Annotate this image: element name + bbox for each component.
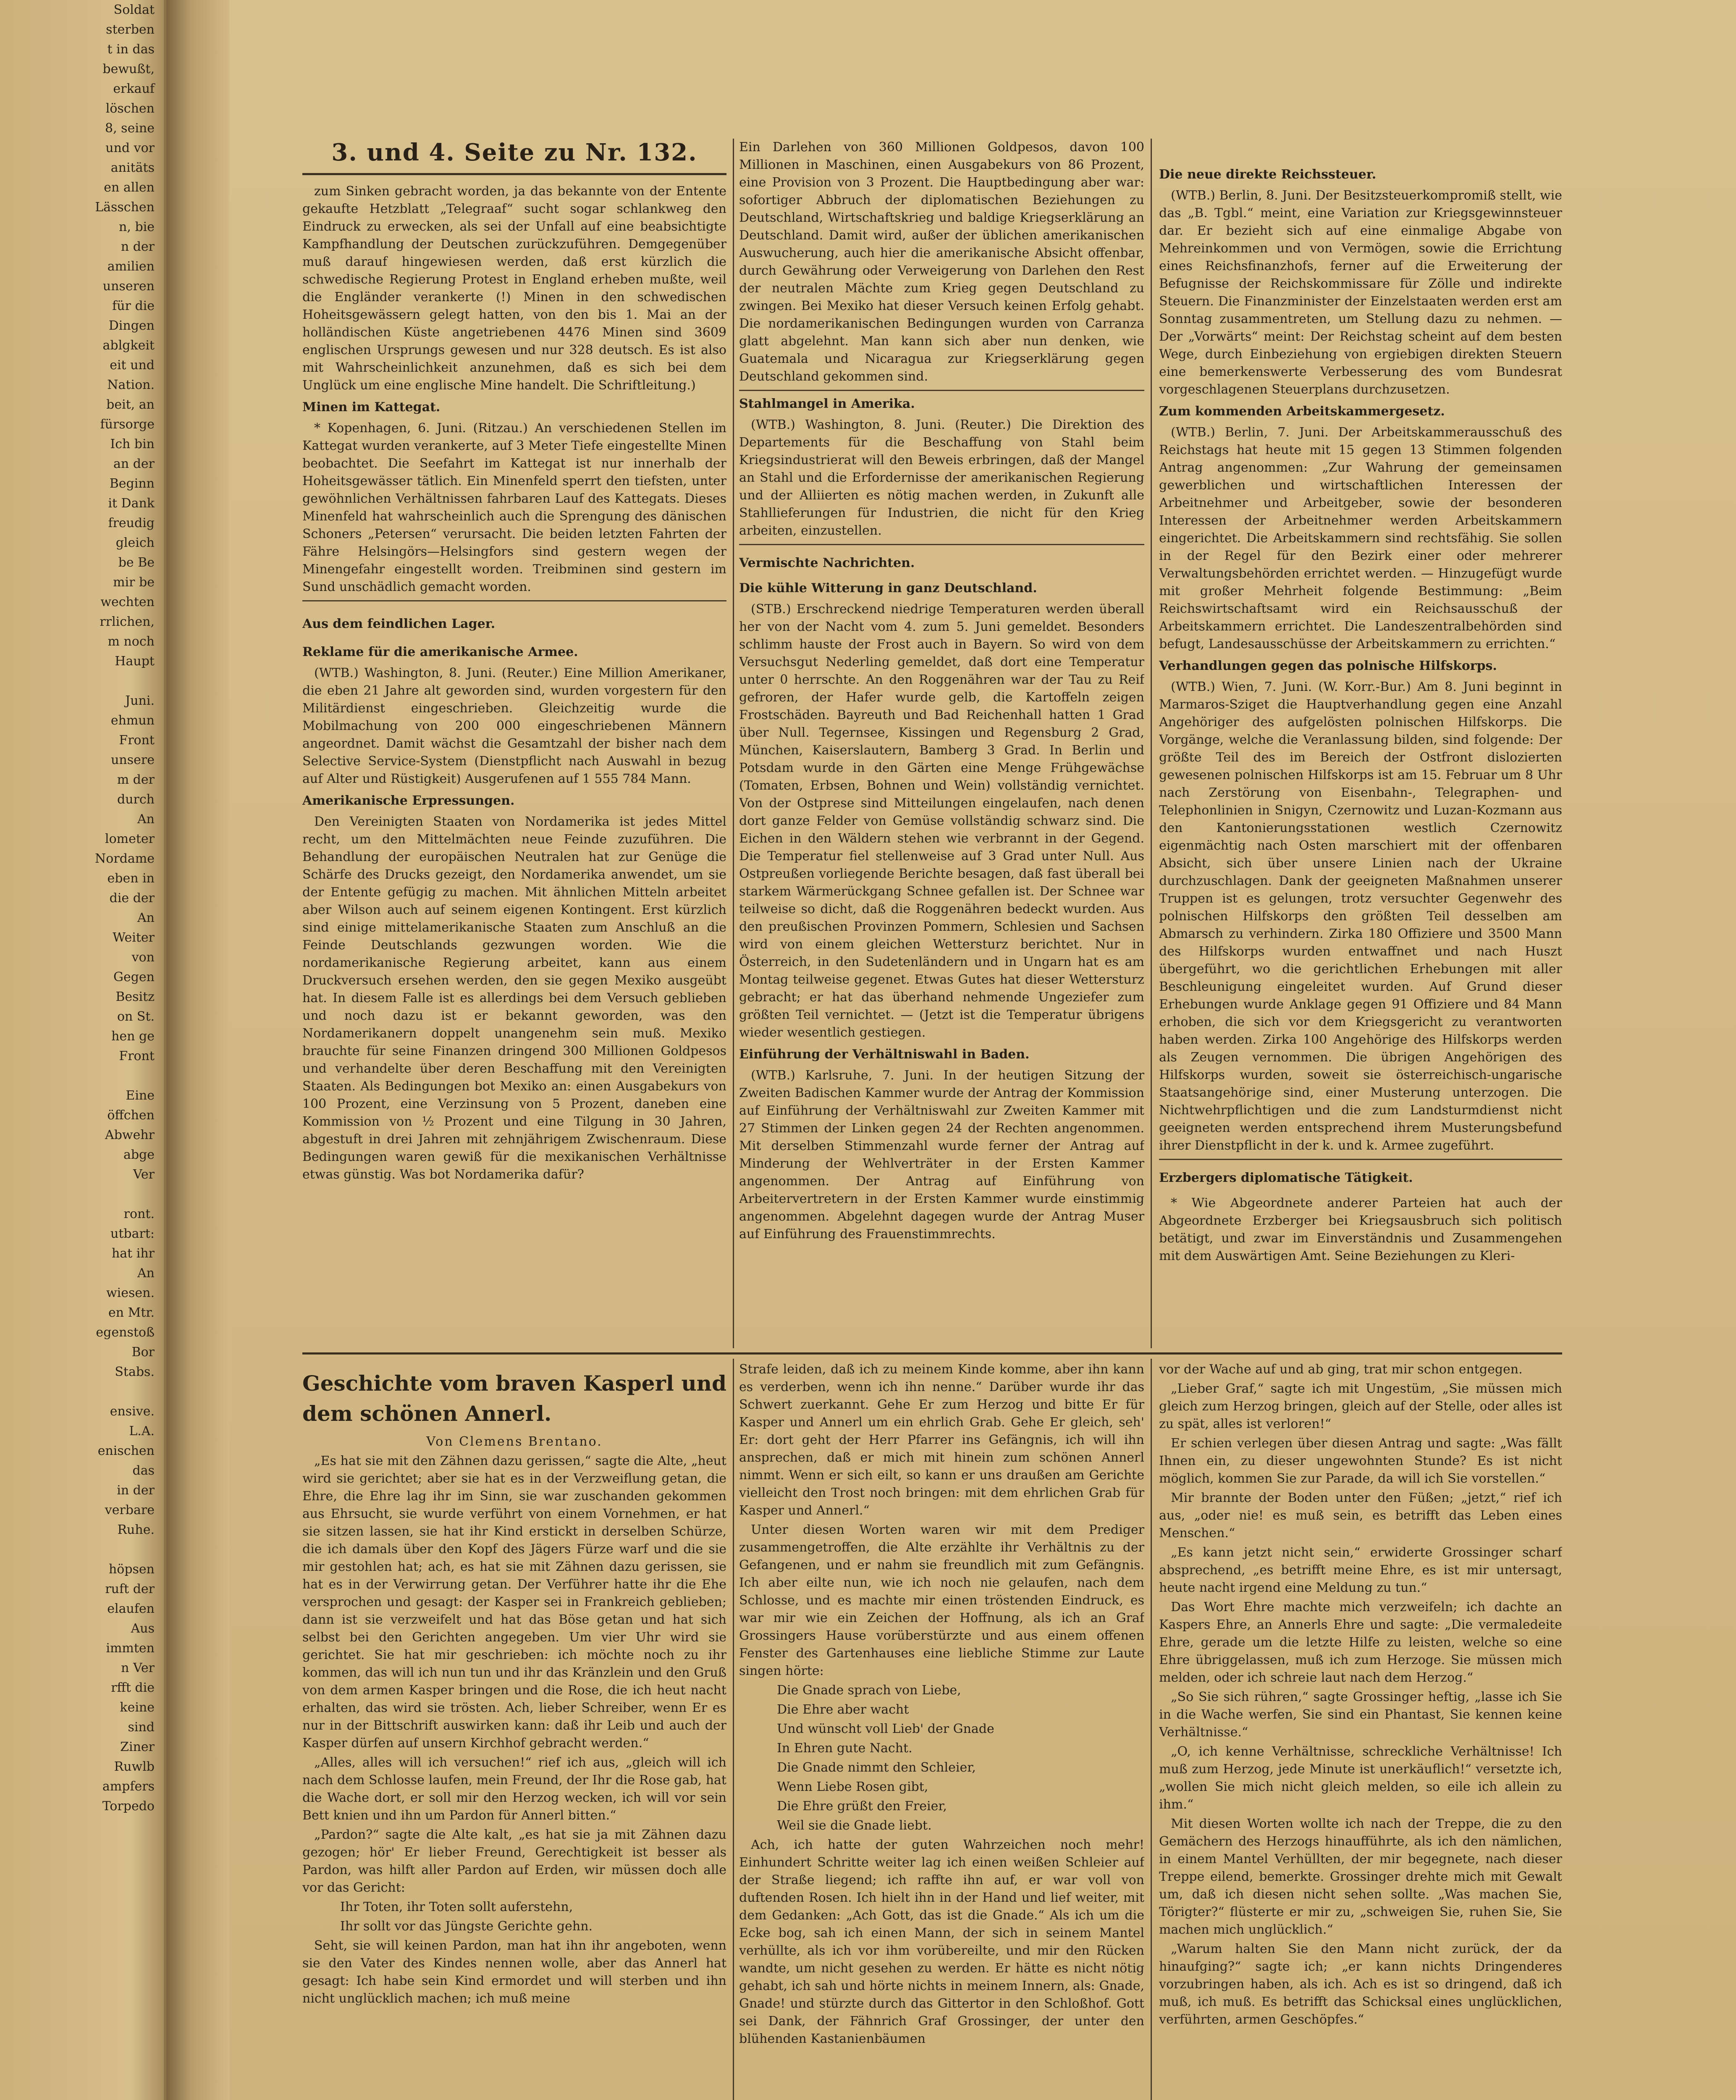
baden-headline: Einführung der Verhältniswahl in Baden. [739,1047,1030,1062]
story-paragraph: Seht, sie will keinen Pardon, man hat ihn ihr angeboten, wenn sie den Vater des Kindes nennen wolle, aber das Annerl hat gesagt: Ich habe sein Kind ermordet und will sterben und ihn nicht unglücklich machen; ich muß meine [302,1938,726,2006]
left-page-fragment: Torpedo [102,1799,155,1814]
left-page-fragment: amilien [107,259,155,274]
left-page-fragment: eit und [110,358,155,373]
reklame-headline: Reklame für die amerikanische Armee. [302,645,578,659]
left-page-fragment: die der [109,891,155,906]
left-page-fragment: öffchen [107,1108,155,1123]
left-page-fragment: Ver [133,1167,155,1182]
story-paragraph: „O, ich kenne Verhältnisse, schreckliche Verhältnisse! Ich muß zum Herzog, jede Minute ist unerkäuflich!“ versetzte ich, „wollen Sie mich nicht gleich melden, so eile ich allein zu ihm.“ [1159,1744,1562,1812]
left-page-fragment: Lässchen [95,200,155,215]
story-paragraph: Er schien verlegen über diesen Antrag und sagte: „Was fällt Ihnen ein, zu dieser ungewohnten Stunde? Es ist nicht möglich, kommen Sie zur Parade, da will ich Sie vorstellen.“ [1159,1436,1562,1486]
left-page-fragment: Haupt [115,654,155,669]
left-page-fragment [0,671,164,691]
verse-line: Die Gnade sprach von Liebe, [777,1683,961,1698]
left-page-fragment: durch [117,792,155,807]
left-page-fragment: sind [128,1720,155,1735]
left-page-fragment: ablgkeit [102,338,155,353]
story-paragraph: „Warum halten Sie den Mann nicht zurück, der da hinaufging?“ sagte ich; „er kann nichts Dringenderes vorzubringen haben, als ich. Ach es ist so dringend, daß ich muß, ich muß. Es betrifft das Schicksal eines unglücklichen, verführten, armen Geschöpfes.“ [1159,1942,1562,2027]
erzberger-article: * Wie Abgeordnete anderer Parteien hat auch der Abgeordnete Erzberger bei Kriegsausbruch sich politisch betätigt, und zwar im Einverständnis und Zusammengehen mit dem Auswärtigen Amt. Seine Beziehungen zu Kleri- [1159,1196,1562,1263]
story-author: Von Clemens Brentano. [426,1434,603,1449]
left-page-fragment: Stabs. [115,1365,155,1379]
verse-line: Wenn Liebe Rosen gibt, [777,1780,928,1794]
left-page-fragment: fürsorge [100,417,155,432]
left-page-fragment: Weiter [113,930,155,945]
left-page-fragment: von [131,950,155,965]
left-page-fragment: rfft die [111,1680,155,1695]
left-page-fragment: An [137,911,155,925]
verse-line: Die Gnade nimmt den Schleier, [777,1760,976,1775]
verse-line: Die Ehre grüßt den Freier, [777,1799,947,1814]
left-page-edge [0,0,166,2100]
story-paragraph: Mit diesen Worten wollte ich nach der Treppe, die zu den Gemächern des Herzogs hinaufführte, als ich den nämlichen, in einem Mantel Verhüllten, der mir begegnete, nach dieser Treppe eilend, bemerkte. Grossinger drehte mich mit Gewalt um, daß ich diesen nicht sehen sollte. „Was machen Sie, Törigter?“ flüsterte er mir zu, „schweigen Sie, ruhen Sie, Sie machen mich unglücklich.“ [1159,1816,1562,1937]
left-page-fragment: immten [106,1641,155,1656]
story-paragraph: „Es hat sie mit den Zähnen dazu gerissen,“ sagte die Alte, „heut wird sie gerichtet; aber sie hat es in der Verzweiflung getan, die Ehre, die Ehre lag ihr im Sinn, sie war zuschanden gekommen aus Ehrsucht, sie wurde verführt von einem Vornehmen, er hat sie sitzen lassen, sie hat ihr Kind erstickt in derselben Schürze, die ich damals über den Kopf des Jägers Fürze warf und die sie mir gestohlen hat; ach, es hat sie mit Zähnen dazu gerissen, sie hat es in der Verwirrung getan. Der Verführer hatte ihr die Ehe versprochen und gesagt: der Kasper sei in Frankreich geblieben; dann ist sie verzweifelt und hat das Böse getan und hat sich selbst bei den Gerichten angegeben. Um vier Uhr wird sie gerichtet. Sie hat mir geschrieben: ich möchte noch zu ihr kommen, das will ich nun tun und ihr das Kränzlein und den Gruß von dem armen Kasper bringen und die Rose, die ich heut nacht erhalten, das wird sie trösten. Ach, lieber Schreiber, wenn Er es nur in der Bittschrift auswirken kann: daß ihr Leib und auch der Kasper dürfen auf unsern Kirchhof gebracht werden.“ [302,1454,726,1751]
left-page-fragment: verbare [105,1503,155,1517]
column-3 [1159,162,1562,1346]
stahl-article: (WTB.) Washington, 8. Juni. (Reuter.) Die Direktion des Departements für die Beschaffung von Stahl beim Kriegsindustrierat will den Beweis erbringen, daß der Mangel an Stahl und die Erfordernisse der amerikanischen Regierung und der Alliierten es nötig machen werden, in Zukunft alle Stahllieferungen für Industrien, die nicht für den Krieg arbeiten, einzustellen. [739,417,1144,538]
left-page-fragment: in der [117,1483,155,1498]
left-page-fragment: unseren [102,279,155,294]
erpressungen-article: Den Vereinigten Staaten von Nordamerika ist jedes Mittel recht, um den Mittelmächten neue Feinde zuzuführen. Die Behandlung der europäischen Neutralen hat zur Genüge die Schärfe des Drucks gezeigt, den Nordamerika anwendet, um sie der Entente gefügig zu machen. Mit ähnlichen Mitteln arbeitet aber Wilson auch auf seinem eigenen Kontingent. Erst kürzlich sind einige mittelamerikanische Staaten zum Anschluß an die Feinde Deutschlands gezwungen worden. Wie die nordamerikanische Regierung arbeitet, kann aus einem Druckversuch ersehen werden, den sie gegen Mexiko ausgeübt hat. In diesem Falle ist es allerdings bei dem Versuch geblieben und noch dazu ist er bekannt geworden, was den Nordamerikanern doppelt unangenehm sein muß. Mexiko brauchte für seine Finanzen dringend 300 Millionen Goldpesos und verhandelte über deren Beschaffung mit den Vereinigten Staaten. Als Bedingungen bot Mexiko an: einen Ausgabekurs von 100 Prozent, eine Verzinsung von 5 Prozent, daneben eine Kommission von ½ Prozent und eine Tilgung in 30 Jahren, abgestuft in drei Jahren mit zehnjährigem Zwischenraum. Diese Bedingungen waren gewiß für die mexikanischen Verhältnisse etwas günstig. Was bot Nordamerika dafür? [302,814,726,1182]
left-page-fragment: höpsen [108,1562,155,1577]
left-page-fragment: egenstoß [96,1325,155,1340]
lager-headline: Aus dem feindlichen Lager. [302,617,496,631]
left-page-fragment: mir be [113,575,155,590]
story-paragraph: vor der Wache auf und ab ging, trat mir schon entgegen. [1159,1362,1523,1377]
story-paragraph: Unter diesen Worten waren wir mit dem Prediger zusammengetroffen, die Alte erzählte ihr Verhältnis zu der Gefangenen, und er nahm sie freundlich mit zum Gefängnis. Ich aber eilte nun, wie ich noch nie gelaufen, nach dem Schlosse, und es machte mir einen tröstenden Eindruck, es war mir wie ein Zeichen der Hoffnung, als ich an Graf Grossingers Hause vorüberstürzte und aus einem offenen Fenster des Gartenhauses eine liebliche Stimme zur Laute singen hörte: [739,1522,1144,1678]
story-column-2 [739,1361,1144,2100]
section-divider [739,544,1144,545]
minen-headline: Minen im Kattegat. [302,400,441,415]
header-rule [302,173,726,175]
left-page-fragment: gleich [115,536,155,550]
left-page-fragment: Dingen [108,318,155,333]
left-page-fragment: ruft der [105,1582,155,1596]
newspaper-page [294,139,1621,2100]
column-rule-2 [1151,139,1152,1348]
left-page-fragment: Ich bin [110,437,155,452]
left-page-fragment: und vor [105,141,155,155]
left-page-fragment: an der [113,457,155,471]
left-page-fragment: m der [117,772,155,787]
verse-line: Die Ehre aber wacht [777,1702,909,1717]
section-divider [1159,1159,1562,1160]
story-paragraph: Mir brannte der Boden unter den Füßen; „jetzt,“ rief ich aus, „oder nie! es muß sein, es betrifft das Leben eines Menschen.“ [1159,1491,1562,1541]
left-page-fragment: freudig [108,516,155,530]
left-page-fragment: n, bie [119,220,155,234]
left-page-fragment: it Dank [108,496,155,511]
left-page-fragment: on St. [117,1009,155,1024]
verse-line: Ihr sollt vor das Jüngste Gerichte gehn. [340,1919,593,1934]
left-page-fragment: 8, seine [105,121,155,136]
erzberger-headline: Erzbergers diplomatische Tätigkeit. [1159,1171,1413,1185]
arbeitskammer-article: (WTB.) Berlin, 7. Juni. Der Arbeitskammerausschuß des Reichstags hat heute mit 15 gegen 13 Stimmen folgenden Antrag angenommen: „Zur Wahrung der gemeinsamen gewerblichen und wirtschaftlichen Interessen der Arbeitnehmer und Arbeitgeber, sowie der besonderen Interessen der Arbeitnehmer werden Arbeitskammern eingerichtet. Die Arbeitskammern sind rechtsfähig. Sie sollen in der Regel für den Bezirk einer oder mehrerer Verwaltungsbehörden errichtet werden. — Hinzugefügt wurde mit großer Mehrheit folgende Bestimmung: „Beim Reichswirtschaftsamt wird ein Reichsausschuß der Arbeitskammern errichtet. Die Landeszentralbehörden sind befugt, Landesausschüsse der Arbeitskammern zu errichten.“ [1159,425,1562,651]
story-paragraph: „So Sie sich rühren,“ sagte Grossinger heftig, „lasse ich Sie in die Wache werfen, Sie sind ein Phantast, Sie kennen keine Verhältnisse.“ [1159,1690,1562,1740]
column-2 [739,139,1144,1346]
steuer-article: (WTB.) Berlin, 8. Juni. Der Besitzsteuerkompromiß stellt, wie das „B. Tgbl.“ meint, eine Variation zur Kriegsgewinnsteuer dar. Er bezieht sich auf eine einmalige Abgabe von Mehreinkommen und von Vermögen, sowie die Errichtung eines Reichsfinanzhofs, ferner auf die Erweiterung der Befugnisse der Reichskommissare für Zölle und indirekte Steuern. Die Finanzminister der Einzelstaaten werden erst am Sonntag zusammentreten, um Stellung dazu zu nehmen. — Der „Vorwärts“ meint: Der Reichstag scheint auf dem besten Wege, durch Einbeziehung von ergiebigen direkten Steuern eine bemerkenswerte Verbesserung des vom Bundesrat vorgeschlagenen Steuerplans durchzusetzen. [1159,188,1562,397]
column-1 [302,183,726,1346]
story-paragraph: Das Wort Ehre machte mich verzweifeln; ich dachte an Kaspers Ehre, an Annerls Ehre und sagte: „Die vermaledeite Ehre, gerade um die letzte Hilfe zu leisten, welche so eine Ehre übriggelassen, muß ich zum Herzoge. Sie müssen mich melden, oder ich schreie laut nach dem Herzog.“ [1159,1600,1562,1685]
left-page-fragment: beit, an [106,397,155,412]
left-page-fragment: L.A. [129,1424,155,1438]
section-divider [739,390,1144,391]
witterung-headline: Die kühle Witterung in ganz Deutschland. [739,581,1037,596]
verse-line: Und wünscht voll Lieb' der Gnade [777,1722,994,1736]
left-page-fragment: löschen [105,101,155,116]
left-page-fragment: Ruhe. [117,1522,155,1537]
left-page-fragment: erkauf [113,81,155,96]
left-page-fragment: be Be [118,555,155,570]
left-page-fragment: n Ver [121,1661,155,1675]
left-page-fragment: keine [120,1700,155,1715]
verse-line: Ihr Toten, ihr Toten sollt auferstehn, [340,1900,573,1914]
left-page-fragment: An [137,1266,155,1281]
witterung-article: (STB.) Erschreckend niedrige Temperaturen werden überall her von der Nacht vom 4. zum 5. Juni gemeldet. Besonders schlimm hauste der Frost auch in Bayern. So wird von dem Versuchsgut Nederling gemeldet, daß dort eine Temperatur unter 0 herrschte. An den Roggenähren war der Tau zu Reif gefroren, der Hafer wurde gelb, die Kartoffeln zeigen Frostschäden. Bayreuth und Bad Reichenhall hatten 1 Grad über Null. Tegernsee, Kissingen und Regensburg 2 Grad, München, Kaiserslautern, Bamberg 3 Grad. In Berlin und Potsdam wurde in den Gärten eine Menge Frühgewächse (Tomaten, Erbsen, Bohnen und Wein) vollständig vernichtet. Von der Ostprese sind Mitteilungen eingelaufen, nach denen dort ganze Felder von Gemüse vollständig schwarz sind. Die Eichen in den Wäldern stehen wie verbrannt in der Gegend. Die Temperatur fiel stellenweise auf 3 Grad unter Null. Aus Ostpreußen vorliegende Berichte besagen, daß fast überall bei starkem Wärmerückgang Schnee gefallen ist. Der Schnee war teilweise so dicht, daß die Roggenähren bedeckt wurden. Aus den preußischen Provinzen Pommern, Schlesien und Sachsen wird von einem gleichen Wettersturz berichtet. Nur in Österreich, in den Sudetenländern und in Ungarn hat es am Montag teilweise gegenet. Etwas Gutes hat dieser Wettersturz gebracht; er hat das überhand nehmende Ungeziefer zum größten Teil vernichtet. — (Jetzt ist die Temperatur übrigens wieder wesentlich gestiegen. [739,602,1144,1040]
left-page-fragment: An [137,812,155,827]
story-paragraph: „Pardon?“ sagte die Alte kalt, „es hat sie ja mit Zähnen dazu gezogen; hör' Er lieber Freund, Gerechtigkeit ist besser als Pardon, was hilft aller Pardon auf Erden, wir müssen doch alle vor das Gericht: [302,1827,726,1895]
left-page-fragment: Besitz [115,990,155,1004]
left-page-fragment: eben in [107,871,155,886]
left-page-fragment: Soldat [113,3,155,17]
left-page-fragment: Nation. [107,378,155,392]
left-page-fragment: Aus [131,1621,155,1636]
baden-article: (WTB.) Karlsruhe, 7. Juni. In der heutigen Sitzung der Zweiten Badischen Kammer wurde der Antrag der Kommission auf Einführung der Verhältniswahl zur Zweiten Kammer mit 27 Stimmen der Linken gegen 24 der Rechten angenommen. Mit derselben Stimmenzahl wurde ferner der Antrag auf Minderung der Wehlverträter in der Ersten Kammer angenommen. Der Antrag auf Einführung von Arbeitervertretern in der Ersten Kammer wurde einstimmig angenommen. Abgelehnt dagegen wurde der Antrag Muser auf Einführung des Frauenstimmrechts. [739,1068,1144,1242]
vermischte-headline: Vermischte Nachrichten. [739,556,915,570]
reklame-article: (WTB.) Washington, 8. Juni. (Reuter.) Eine Million Amerikaner, die eben 21 Jahre alt geworden sind, wurden vorgestern für den Militärdienst eingeschrieben. Gleichzeitig wurde die Mobilmachung von 200 000 eingeschriebenen Männern angeordnet. Damit wächst die Gesamtzahl der bisher nach dem Selective Service-System (Dienstpflicht nach Auswahl in bezug auf Alter und Rüstigkeit) Ausgerufenen auf 1 555 784 Mann. [302,666,726,786]
left-page-fragment [0,1382,164,1402]
left-page-fragment: wiesen. [106,1286,155,1300]
minen-article: * Kopenhagen, 6. Juni. (Ritzau.) An verschiedenen Stellen im Kattegat wurden verankerte, auf 3 Meter Tiefe eingestellte Minen beobachtet. Die Seefahrt im Kattegat ist nur innerhalb der Hoheitsgewässer tätlich. Ein Minenfeld sperrt den tiefsten, unter gewöhnlichen Verhältnissen fahrbaren Lauf des Kattegats. Dieses Minenfeld hat wahrscheinlich auch die Sprengung des dänischen Schoners „Petersen“ verursacht. Die beiden letzten Fahrten der Fähre Helsingörs—Helsingfors sind gestern wegen der Minengefahr eingestellt worden. Treibminen sind gestern im Sund unschädlich gemacht worden. [302,421,726,594]
left-page-fragment [0,1184,164,1204]
left-page-fragment: Beginn [109,476,155,491]
left-page-fragment: das [132,1463,155,1478]
feuilleton-rule [302,1352,1562,1354]
left-page-fragment [0,1066,164,1086]
left-page-fragment: wechten [100,595,155,609]
left-page-fragment: abge [123,1147,155,1162]
left-page-fragment: Bor [131,1345,155,1360]
left-page-fragment: en allen [104,180,155,195]
left-page-fragment: en Mtr. [108,1305,155,1320]
left-page-fragment [0,1540,164,1559]
left-page-fragment: enischen [97,1444,155,1458]
left-page-fragment: ehmun [110,713,155,728]
arbeitskammer-headline: Zum kommenden Arbeitskammergesetz. [1159,404,1445,419]
story-paragraph: Ach, ich hatte der guten Wahrzeichen noch mehr! Einhundert Schritte weiter lag ich einen weißen Schleier auf der Straße liegend; ich raffte ihn auf, er war voll von duftenden Rosen. Ich hielt ihn in der Hand und lief weiter, mit dem Gedanken: „Ach Gott, das ist die Gnade.“ Als ich um die Ecke bog, sah ich einen Mann, der sich in seinem Mantel verhüllte, als ich vor ihm vorübereilte, und mir den Rücken wandte, um nicht gesehen zu werden. Er hätte es nicht nötig gehabt, ich sah und hörte nichts in meinem Innern, als: Gnade, Gnade! und stürzte durch das Gittertor in den Schloßhof. Gott sei Dank, der Fähnrich Graf Grossinger, der unter den blühenden Kastanienbäumen [739,1838,1144,2046]
section-divider [302,600,726,601]
story-column-3 [1159,1361,1562,2100]
left-page-fragment: Ziner [120,1740,155,1754]
left-page-fragment: Gegen [113,970,155,984]
erpressungen-headline: Amerikanische Erpressungen. [302,793,515,808]
left-page-fragment: bewußt, [102,62,155,76]
left-page-fragment: t in das [107,42,155,57]
left-page-fragment: hat ihr [111,1246,155,1261]
left-page-fragment: für die [112,299,155,313]
steuer-headline: Die neue direkte Reichssteuer. [1159,167,1377,182]
left-page-fragment: utbart: [110,1226,155,1241]
page-header: 3. und 4. Seite zu Nr. 132. [331,139,698,166]
darlehen-article: Ein Darlehen von 360 Millionen Goldpesos, davon 100 Millionen in Maschinen, einen Ausgabekurs von 86 Prozent, eine Provision von 3 Prozent. Die Hauptbedingung aber war: sofortiger Abbruch der diplomatischen Beziehungen zu Deutschland, Wirtschaftskrieg und baldige Kriegserklärung an Deutschland. Damit wird, außer der üblichen amerikanischen Auswucherung, auch hier die amerikanische Absicht offenbar, durch Gewährung oder Verweigerung von Darlehen den Rest der neutralen Mächte zum Krieg gegen Deutschland zu zwingen. Bei Mexiko hat dieser Versuch keinen Erfolg gehabt. Die nordamerikanischen Bedingungen wurden von Carranza glatt abgelehnt. Man kann sich aber nun denken, wie Guatemala und Nicaragua zur Kriegserklärung gegen Deutschland gekommen sind. [739,140,1144,384]
left-page-fragment: lometer [105,832,155,846]
left-page-fragment: unsere [111,753,155,767]
left-page-fragment: hen ge [111,1029,155,1044]
left-page-fragment: Eine [126,1088,155,1103]
story-paragraph: Strafe leiden, daß ich zu meinem Kinde komme, aber ihn kann es verderben, wenn ich ihn nenne.“ Darüber wurde ihr das Schwert zuerkannt. Gehe Er zum Herzog und bitte Er für Kasper und Annerl um ein ehrlich Grab. Gehe Er gleich, seh' Er: dort geht der Herr Pfarrer ins Gefängnis, ich will ihn ansprechen, daß er mich mit hinein zum schönen Annerl nimmt. Wenn er sich eilt, so kann er uns draußen am Gerichte vielleicht den Trost noch bringen: mit dem ehrlichen Grab für Kasper und Annerl.“ [739,1362,1144,1518]
left-page-fragment: rrlichen, [100,614,155,629]
story-column-1 [302,1361,726,2100]
article-intro: zum Sinken gebracht worden, ja das bekannte von der Entente gekaufte Hetzblatt „Telegraaf“ sucht sogar schlankweg den Eindruck zu erwecken, als sei der Unfall auf eine beabsichtigte Kampfhandlung der Deutschen zurückzuführen. Demgegenüber muß darauf hingewiesen werden, daß erst kürzlich die schwedische Regierung Protest in England erheben mußte, weil die Engländer verankerte (!) Minen in den schwedischen Hoheitsgewässern gelegt hatten, von den bis 1. Mai an der holländischen Küste angetriebenen 4476 Minen sind 3609 englischen Ursprungs gewesen und nur 328 deutsch. Es ist also mit Wahrscheinlichkeit anzunehmen, daß es sich bei dem Unglück um eine englische Mine handelt. Die Schriftleitung.) [302,184,726,393]
left-page-fragment: anitäts [110,160,155,175]
page-gutter [166,0,229,2100]
column-rule-1 [733,139,734,1348]
story-paragraph: „Lieber Graf,“ sagte ich mit Ungestüm, „Sie müssen mich gleich zum Herzog bringen, gleich auf der Stelle, oder alles ist zu spät, alles ist verloren!“ [1159,1381,1562,1431]
left-page-fragment: Ruwlb [114,1759,155,1774]
stahl-headline: Stahlmangel in Amerika. [739,396,915,411]
left-page-fragment: m noch [108,634,155,649]
left-page-fragment: Juni. [125,693,155,708]
left-page-fragment: ampfers [102,1779,155,1794]
left-page-fragment: Front [119,1049,155,1063]
left-page-fragment: sterben [106,22,155,37]
hilfskorps-headline: Verhandlungen gegen das polnische Hilfskorps. [1159,659,1497,673]
left-page-fragment: elaufen [107,1601,155,1616]
verse-line: Weil sie die Gnade liebt. [777,1818,932,1833]
story-paragraph: „Alles, alles will ich versuchen!“ rief ich aus, „gleich will ich nach dem Schlosse laufen, mein Freund, der Ihr die Rose gab, hat die Wache dort, er soll mir den Herzog wecken, ich will vor sein Bett knien und ihn um Pardon für Annerl bitten.“ [302,1755,726,1823]
story-column-rule-1 [733,1359,734,2100]
left-page-fragment: Nordame [95,851,155,866]
left-page-fragment: Abwehr [105,1128,155,1142]
story-column-rule-2 [1151,1359,1152,2100]
hilfskorps-article: (WTB.) Wien, 7. Juni. (W. Korr.-Bur.) Am 8. Juni beginnt in Marmaros-Sziget die Hauptverhandlung gegen eine Anzahl Angehöriger des aufgelösten polnischen Hilfskorps. Die Vorgänge, welche die Veranlassung bilden, sind folgende: Der größte Teil des im Bereich der Ostfront dislozierten gewesenen polnischen Hilfskorps ist am 15. Februar um 8 Uhr nach Zerstörung von Eisenbahn-, Telegraphen- und Telephonlinien in Snigyn, Czernowitz und Luzan-Kozmann aus den Kantonierungsstationen westlich Czernowitz eigenmächtig nach Osten marschiert mit der offenbaren Absicht, sich über unsere Linien nach der Ukraine durchzuschlagen. Dank der geeigneten Maßnahmen unserer Truppen ist es gelungen, trotz versuchter Gegenwehr des polnischen Hilfskorps den größten Teil desselben am Abmarsch zu verhindern. Zirka 180 Offiziere und 3500 Mann des Hilfskorps wurden entwaffnet und nach Huszt übergeführt, wo die gerichtlichen Erhebungen mit aller Beschleunigung eingeleitet wurden. Auf Grund dieser Erhebungen wurde Anklage gegen 91 Offiziere und 84 Mann erhoben, die sich vor dem Kriegsgericht zu verantworten haben werden. Zirka 100 Angehörige des Hilfskorps werden als Zeugen vernommen. Die übrigen Angehörigen des Hilfskorps wurden, soweit sie österreichisch-ungarische Staatsangehörige sind, einer Musterung unterzogen. Die Nichtwehrpflichtigen und die zum Landsturmdienst nicht geeigneten werden entsprechend ihrem Musterungsbefund ihrer Dienstpflicht in der k. und k. Armee zugeführt. [1159,680,1562,1153]
left-page-fragment: Front [119,733,155,748]
story-title: Geschichte vom braven Kasperl und dem schönen Annerl. [302,1371,726,1426]
verse-line: In Ehren gute Nacht. [777,1741,913,1756]
left-page-fragment: ront. [123,1207,155,1221]
left-page-fragment: ensive. [110,1404,155,1419]
left-page-fragment: n der [121,239,155,254]
story-paragraph: „Es kann jetzt nicht sein,“ erwiderte Grossinger scharf absprechend, „es betrifft meine Ehre, es ist mir untersagt, heute nacht irgend eine Meldung zu tun.“ [1159,1545,1562,1595]
